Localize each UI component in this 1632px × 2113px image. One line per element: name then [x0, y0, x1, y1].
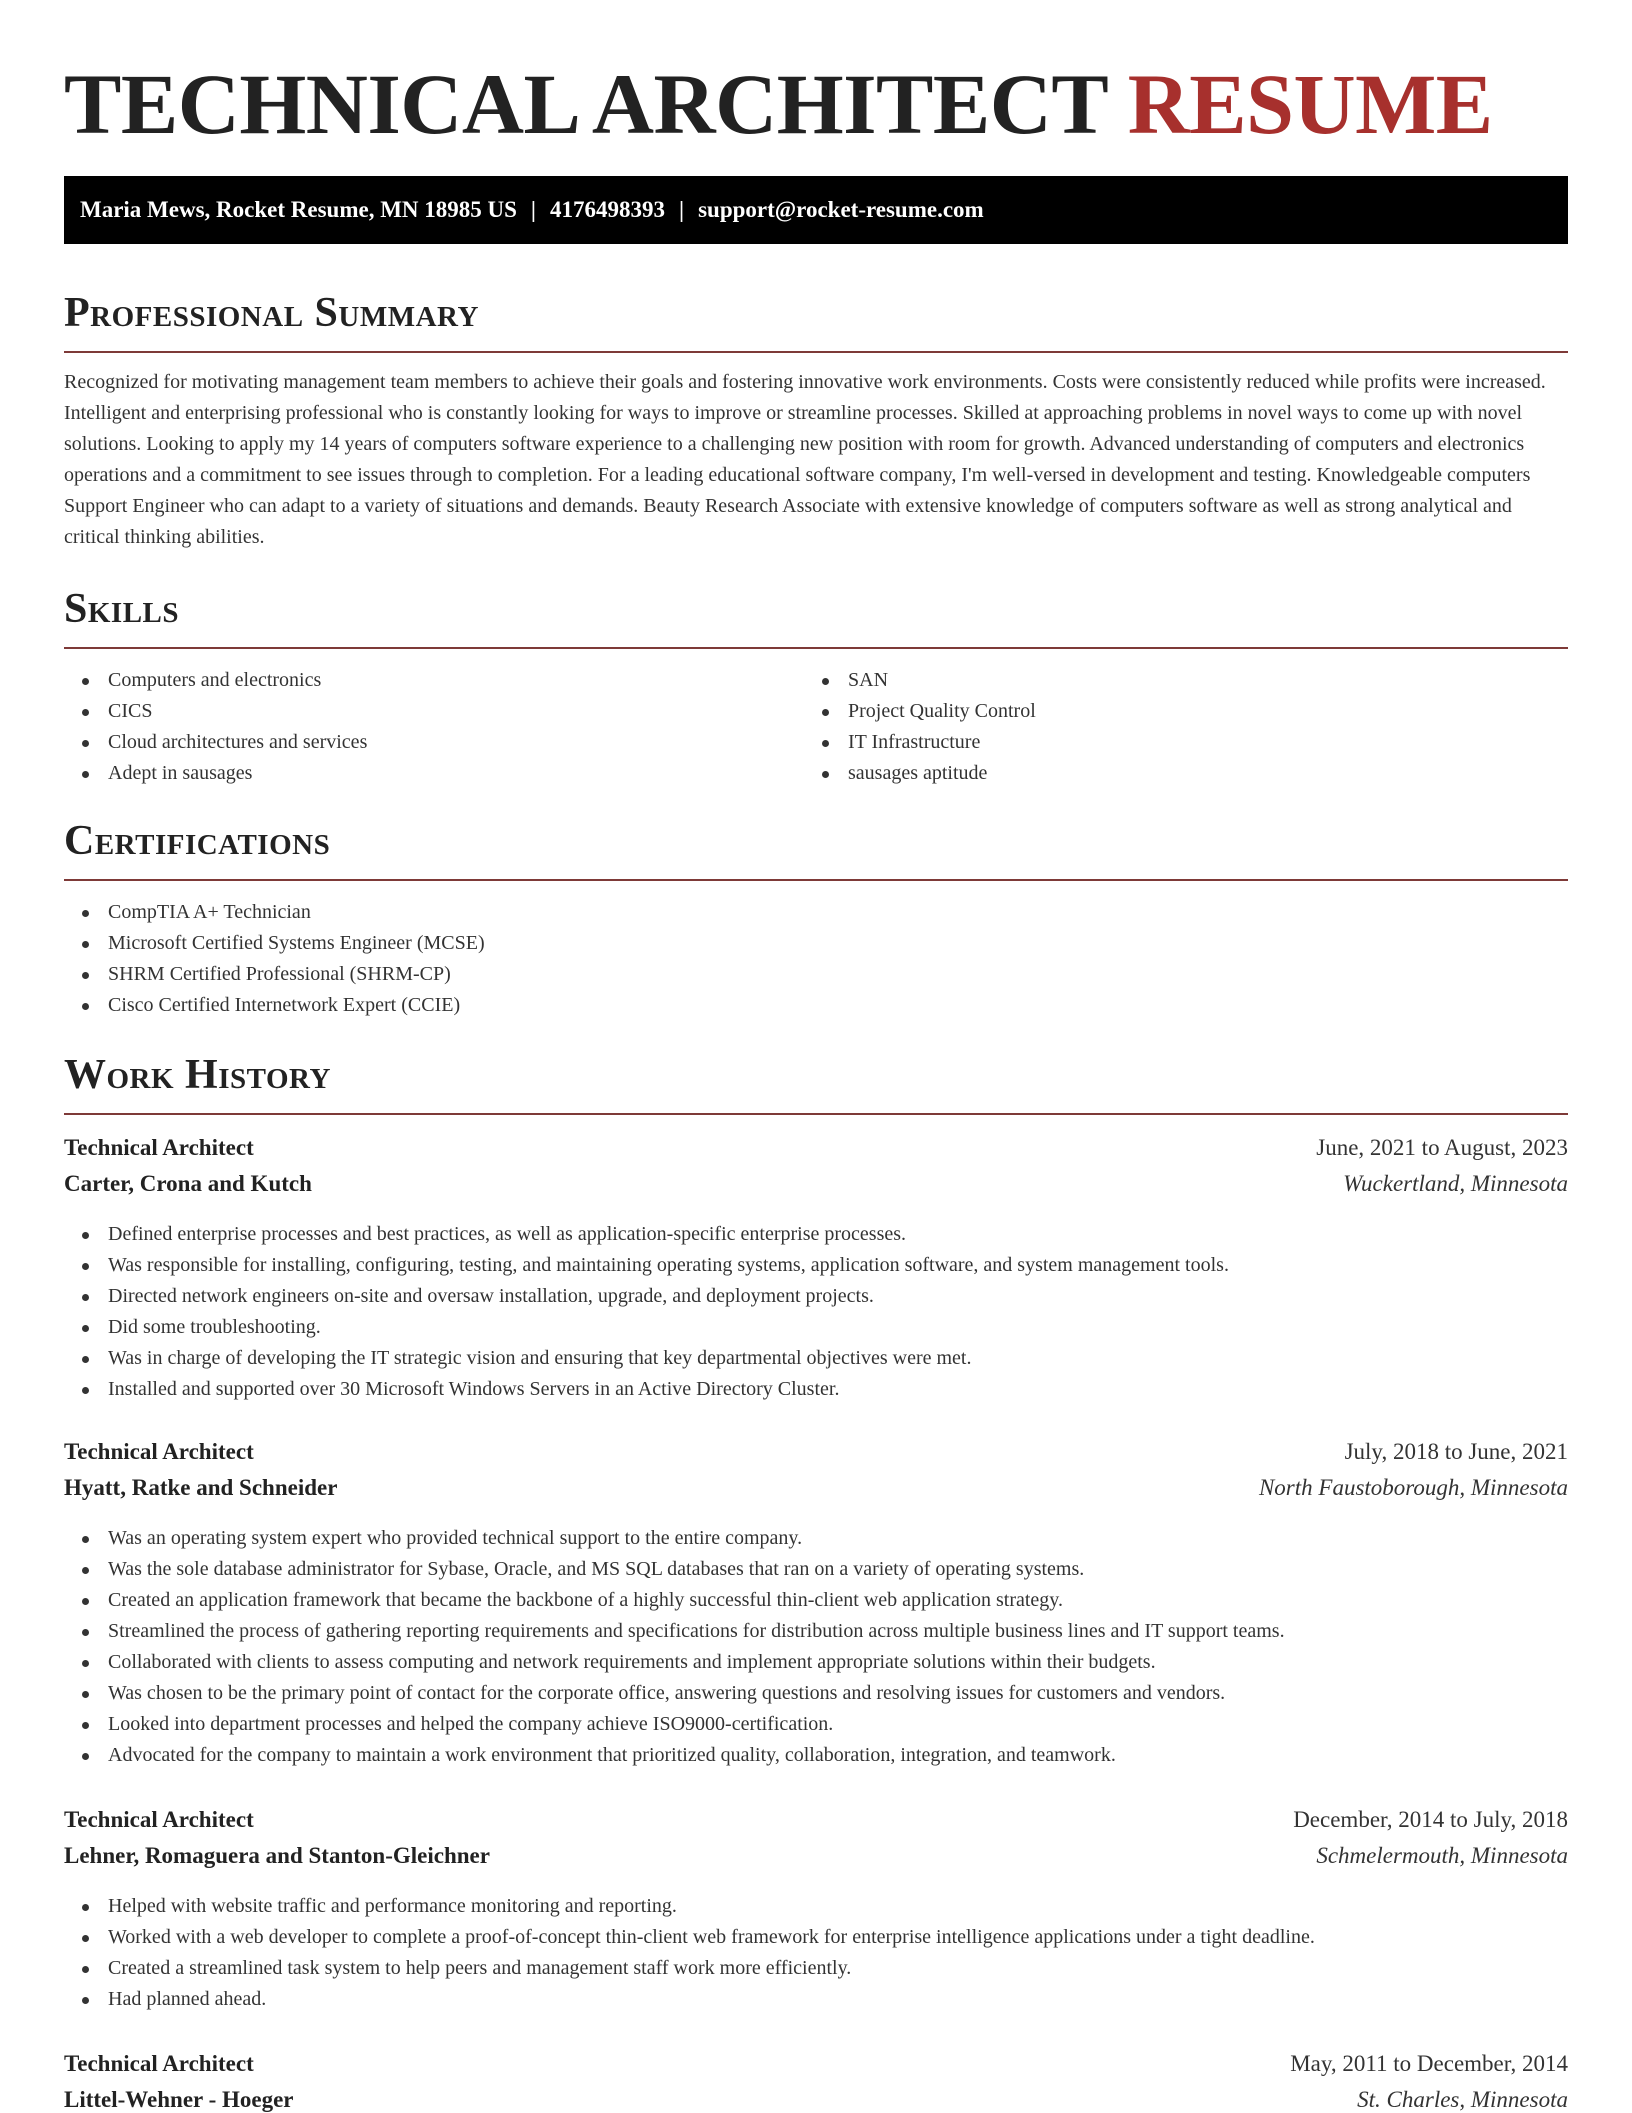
certification-item: Cisco Certified Internetwork Expert (CCIE) [64, 990, 1568, 1021]
certification-item: Microsoft Certified Systems Engineer (MCSE) [64, 928, 1568, 959]
job-duty-item: Was the sole database administrator for Sybase, Oracle, and MS SQL databases that ran on a variety of operating systems. [64, 1554, 1568, 1585]
job-title: Technical Architect [64, 2051, 254, 2076]
skill-item: IT Infrastructure [804, 727, 1568, 758]
certifications-heading: Certifications [64, 818, 331, 864]
contact-address: Maria Mews, Rocket Resume, MN 18985 US [80, 197, 517, 222]
contact-separator: | [530, 197, 536, 222]
job-duty-item: Directed network engineers on-site and oversaw installation, upgrade, and deployment projects. [64, 1281, 1568, 1312]
title-main: TECHNICAL ARCHITECT [64, 56, 1107, 152]
job-duty-item: Was an operating system expert who provided technical support to the entire company. [64, 1523, 1568, 1554]
skill-item: sausages aptitude [804, 758, 1568, 789]
job-dates: May, 2011 to December, 2014 [1290, 2051, 1568, 2076]
job-duty-item: Had planned ahead. [64, 1984, 1568, 2015]
job-duties-list [64, 1523, 1568, 1771]
job-dates: June, 2021 to August, 2023 [1316, 1135, 1568, 1160]
resume-title [64, 58, 1493, 150]
skill-item: SAN [804, 665, 1568, 696]
contact-bar [64, 176, 1568, 244]
job-location: Schmelermouth, Minnesota [1316, 1843, 1568, 1868]
job-duty-item: Was chosen to be the primary point of contact for the corporate office, answering questions and resolving issues for customers and vendors. [64, 1678, 1568, 1709]
contact-phone: 4176498393 [550, 197, 665, 222]
job-duty-item: Worked with a web developer to complete a proof-of-concept thin-client web framework for enterprise intelligence applications under a tight deadline. [64, 1922, 1568, 1953]
job-duty-item: Was in charge of developing the IT strategic vision and ensuring that key departmental objectives were met. [64, 1343, 1568, 1374]
job-location: St. Charles, Minnesota [1357, 2087, 1568, 2112]
summary-heading: Professional Summary [64, 290, 479, 336]
certifications-list [64, 897, 1568, 1021]
job-duty-item: Collaborated with clients to assess computing and network requirements and implement appropriate solutions within their budgets. [64, 1647, 1568, 1678]
job-duty-item: Was responsible for installing, configuring, testing, and maintaining operating systems, application software, and system management tools. [64, 1250, 1568, 1281]
skills-divider [64, 647, 1568, 649]
summary-divider [64, 351, 1568, 353]
job-duty-item: Defined enterprise processes and best practices, as well as application-specific enterprise processes. [64, 1219, 1568, 1250]
skills-list-left [64, 665, 804, 789]
skill-item: Computers and electronics [64, 665, 804, 696]
certification-item: CompTIA A+ Technician [64, 897, 1568, 928]
job-company: Lehner, Romaguera and Stanton-Gleichner [64, 1843, 490, 1868]
skill-item: Adept in sausages [64, 758, 804, 789]
skill-item: Project Quality Control [804, 696, 1568, 727]
skill-item: CICS [64, 696, 804, 727]
certification-item: SHRM Certified Professional (SHRM-CP) [64, 959, 1568, 990]
job-location: North Faustoborough, Minnesota [1258, 1475, 1568, 1500]
job-company: Hyatt, Ratke and Schneider [64, 1475, 338, 1500]
certifications-divider [64, 879, 1568, 881]
job-title: Technical Architect [64, 1135, 254, 1160]
work-history-divider [64, 1113, 1568, 1115]
summary-text: Recognized for motivating management team members to achieve their goals and fostering innovative work environments. Costs were consistently reduced while profits were increased. Intelligent and enterprising professional who is constantly looking for ways to improve or streamline processes. Skilled at approaching problems in novel ways to come up with novel solutions. Looking to apply my 14 years of computers software experience to a challenging new position with room for growth. Advanced understanding of computers and electronics operations and a commitment to see issues through to completion. For a leading educational software company, I'm well-versed in development and testing. Knowledgeable computers Support Engineer who can adapt to a variety of situations and demands. Beauty Research Associate with extensive knowledge of computers software as well as strong analytical and critical thinking abilities. [64, 371, 1546, 548]
job-duty-item: Looked into department processes and helped the company achieve ISO9000-certification. [64, 1709, 1568, 1740]
job-dates: July, 2018 to June, 2021 [1344, 1439, 1568, 1464]
skills-list-right [804, 665, 1568, 789]
job-duty-item: Did some troubleshooting. [64, 1312, 1568, 1343]
job-dates: December, 2014 to July, 2018 [1293, 1807, 1568, 1832]
job-duty-item: Created an application framework that became the backbone of a highly successful thin-client web application strategy. [64, 1585, 1568, 1616]
job-company: Littel-Wehner - Hoeger [64, 2087, 294, 2112]
job-duty-item: Helped with website traffic and performance monitoring and reporting. [64, 1891, 1568, 1922]
job-title: Technical Architect [64, 1807, 254, 1832]
skills-heading: Skills [64, 586, 180, 632]
work-history-heading: Work History [64, 1052, 331, 1098]
job-title: Technical Architect [64, 1439, 254, 1464]
skill-item: Cloud architectures and services [64, 727, 804, 758]
job-company: Carter, Crona and Kutch [64, 1171, 312, 1196]
contact-separator: | [679, 197, 685, 222]
job-duty-item: Created a streamlined task system to help peers and management staff work more efficiently. [64, 1953, 1568, 1984]
job-duty-item: Installed and supported over 30 Microsoft Windows Servers in an Active Directory Cluster. [64, 1374, 1568, 1405]
job-duties-list [64, 1891, 1568, 2015]
job-duty-item: Advocated for the company to maintain a work environment that prioritized quality, collaboration, integration, and teamwork. [64, 1740, 1568, 1771]
title-accent: RESUME [1127, 56, 1493, 152]
job-duties-list [64, 1219, 1568, 1405]
job-duty-item: Streamlined the process of gathering reporting requirements and specifications for distribution across multiple business lines and IT support teams. [64, 1616, 1568, 1647]
job-location: Wuckertland, Minnesota [1343, 1171, 1568, 1196]
contact-email: support@rocket-resume.com [698, 197, 984, 222]
